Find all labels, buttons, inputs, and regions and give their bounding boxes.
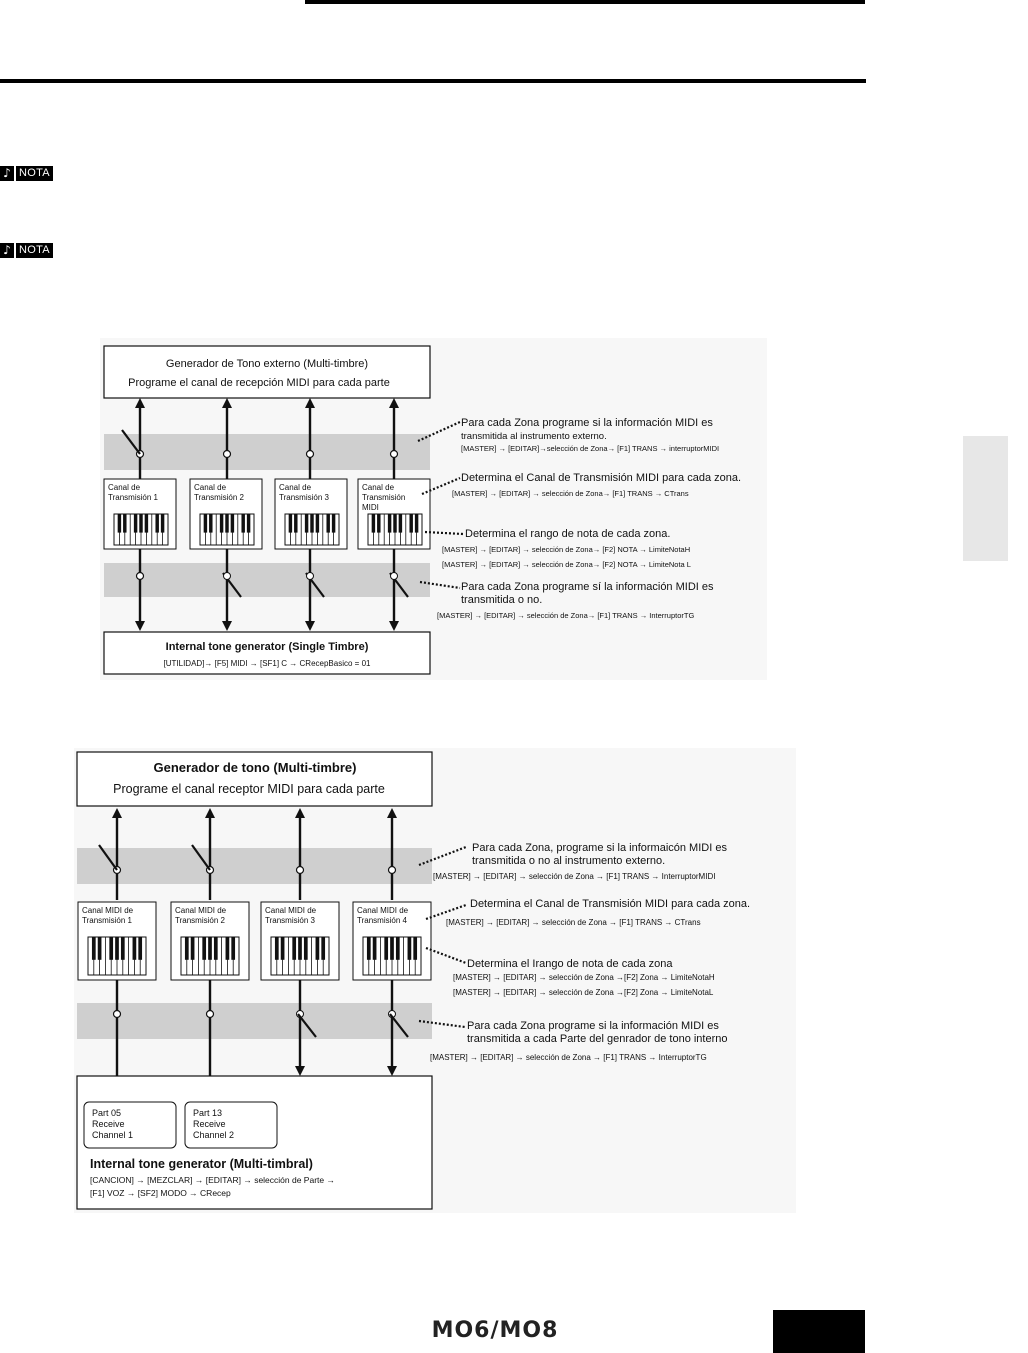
annotation-text: transmitida a cada Parte del genrador de tono interno bbox=[467, 1033, 728, 1045]
annotation-text: Para cada Zona, programe si la informaicón MIDI es bbox=[472, 842, 727, 854]
black-key bbox=[231, 937, 235, 960]
black-key bbox=[92, 937, 96, 960]
black-key bbox=[202, 937, 206, 960]
annotation-text: Determina el Canal de Transmisión MIDI para cada zona. bbox=[461, 472, 742, 484]
black-key bbox=[396, 937, 400, 960]
black-key bbox=[185, 937, 189, 960]
black-key bbox=[413, 937, 417, 960]
annotation-text: Determina el Canal de Transmisión MIDI para cada zona. bbox=[470, 898, 751, 910]
zone-label: Canal de bbox=[194, 483, 227, 492]
black-key bbox=[214, 937, 218, 960]
music-note-icon: ♪ bbox=[0, 243, 14, 258]
internal-tg-path: [F1] VOZ → [SF2] MODO → CRecep bbox=[90, 1188, 231, 1198]
black-key bbox=[138, 937, 142, 960]
black-key bbox=[390, 937, 394, 960]
black-key bbox=[133, 937, 137, 960]
note-label: NOTA bbox=[16, 243, 53, 258]
page-number-box bbox=[773, 1310, 865, 1353]
black-key bbox=[292, 937, 296, 960]
internal-generator-path: [UTILIDAD]→ [F5] MIDI → [SF1] C → CRecepBasico = 01 bbox=[163, 659, 371, 668]
annotation-text: Para cada Zona programe si la información MIDI es bbox=[467, 1020, 719, 1032]
annotation-text: Para cada Zona programe sí la información MIDI es bbox=[461, 581, 714, 593]
zone-label: Transmisión bbox=[362, 493, 406, 502]
model-logo: MO6/MO8 bbox=[431, 1318, 559, 1343]
zone-label: Canal MIDI de bbox=[82, 906, 134, 915]
part-label: Receive bbox=[92, 1119, 125, 1129]
black-key bbox=[121, 937, 125, 960]
music-note-icon: ♪ bbox=[0, 166, 14, 181]
keyboard-icon bbox=[88, 937, 146, 975]
black-key bbox=[367, 937, 371, 960]
black-key bbox=[304, 937, 308, 960]
keyboard-icon bbox=[271, 937, 329, 975]
zone-label: Canal de bbox=[108, 483, 141, 492]
keyboard-icon bbox=[181, 937, 239, 975]
annotation-text: [MASTER] → [EDITAR] → selección de Zona → [F1] TRANS → CTrans bbox=[446, 918, 701, 927]
part-label: Part 05 bbox=[92, 1108, 122, 1118]
black-key bbox=[109, 937, 113, 960]
zone-label: Canal MIDI de bbox=[265, 906, 317, 915]
annotation-text: [MASTER] → [EDITAR] → selección de Zona→ [F2] NOTA → LimiteNotaH bbox=[442, 545, 691, 554]
zone-label: Transmisión 4 bbox=[357, 916, 407, 925]
internal-generator-title: Internal tone generator (Single Timbre) bbox=[165, 641, 369, 653]
external-generator-subtitle: Programe el canal de recepción MIDI para cada parte bbox=[128, 377, 390, 389]
zone-label: Transmisión 3 bbox=[265, 916, 315, 925]
switch-node-closed bbox=[297, 867, 304, 874]
annotation-text: [MASTER] → [EDITAR] → selección de Zona →[F2] Zona → LimiteNotaL bbox=[453, 988, 714, 997]
midi-switch-band bbox=[77, 848, 432, 884]
black-key bbox=[98, 937, 102, 960]
black-key bbox=[384, 937, 388, 960]
annotation-text: [MASTER] → [EDITAR] → selección de Zona→ [F1] TRANS → CTrans bbox=[452, 489, 689, 498]
black-key bbox=[275, 937, 279, 960]
annotation-text: [MASTER] → [EDITAR] → selección de Zona → [F1] TRANS → InterruptorMIDI bbox=[433, 872, 716, 881]
annotation-text: transmitida o no al instrumento externo. bbox=[472, 855, 666, 867]
annotation-text: Para cada Zona programe si la información MIDI es bbox=[461, 417, 713, 429]
switch-node-closed bbox=[207, 1011, 214, 1018]
zone-label: Canal de bbox=[362, 483, 395, 492]
annotation-text: [MASTER] → [EDITAR]→selección de Zona→ [F1] TRANS → interruptorMIDI bbox=[461, 444, 720, 453]
black-key bbox=[321, 937, 325, 960]
annotation-text: [MASTER] → [EDITAR] → selección de Zona→ [F2] NOTA → LimiteNota L bbox=[442, 560, 691, 569]
black-key bbox=[208, 937, 212, 960]
black-key bbox=[298, 937, 302, 960]
black-key bbox=[226, 937, 230, 960]
tg-switch-band bbox=[77, 1003, 432, 1039]
annotation-text: Determina el rango de nota de cada zona. bbox=[465, 528, 671, 540]
annotation-text: [MASTER] → [EDITAR] → selección de Zona → [F1] TRANS → InterruptorTG bbox=[430, 1053, 707, 1062]
zone-label: Transmisión 2 bbox=[175, 916, 225, 925]
zone-label: Transmisión 1 bbox=[82, 916, 132, 925]
tone-generator-title: Generador de tono (Multi-timbre) bbox=[153, 760, 357, 775]
annotation-text: transmitida o no. bbox=[461, 594, 543, 606]
switch-node-closed bbox=[389, 867, 396, 874]
annotation-text: transmitida al instrumento externo. bbox=[461, 431, 607, 442]
keyboard-icon bbox=[363, 937, 421, 975]
switch-node-closed bbox=[114, 1011, 121, 1018]
zone-label: MIDI bbox=[362, 503, 379, 512]
annotation-text: [MASTER] → [EDITAR] → selección de Zona →[F2] Zona → LimiteNotaH bbox=[453, 973, 715, 982]
zone-label: Canal MIDI de bbox=[175, 906, 227, 915]
part-label: Channel 1 bbox=[92, 1130, 134, 1140]
zone-label: Transmisión 2 bbox=[194, 493, 244, 502]
black-key bbox=[408, 937, 412, 960]
part-label: Part 13 bbox=[193, 1108, 223, 1118]
zone-label: Transmisión 1 bbox=[108, 493, 158, 502]
external-generator-title: Generador de Tono externo (Multi-timbre) bbox=[165, 358, 369, 370]
black-key bbox=[373, 937, 377, 960]
internal-tg-path: [CANCION] → [MEZCLAR] → [EDITAR] → selección de Parte → bbox=[90, 1175, 335, 1185]
note-label: NOTA bbox=[16, 166, 53, 181]
black-key bbox=[115, 937, 119, 960]
black-key bbox=[191, 937, 195, 960]
zone-label: Canal de bbox=[279, 483, 312, 492]
chapter-side-tab bbox=[963, 436, 1008, 561]
black-key bbox=[281, 937, 285, 960]
zone-label: Canal MIDI de bbox=[357, 906, 409, 915]
annotation-text: Determina el Irango de nota de cada zona bbox=[467, 958, 673, 970]
annotation-text: [MASTER] → [EDITAR] → selección de Zona→ [F1] TRANS → InterruptorTG bbox=[437, 611, 695, 620]
internal-tg-title: Internal tone generator (Multi-timbral) bbox=[90, 1157, 313, 1171]
part-label: Channel 2 bbox=[193, 1130, 235, 1140]
part-label: Receive bbox=[193, 1119, 226, 1129]
zone-label: Transmisión 3 bbox=[279, 493, 329, 502]
diagram-2-group bbox=[74, 748, 796, 1213]
black-key bbox=[316, 937, 320, 960]
tone-generator-subtitle: Programe el canal receptor MIDI para cada parte bbox=[113, 782, 385, 796]
